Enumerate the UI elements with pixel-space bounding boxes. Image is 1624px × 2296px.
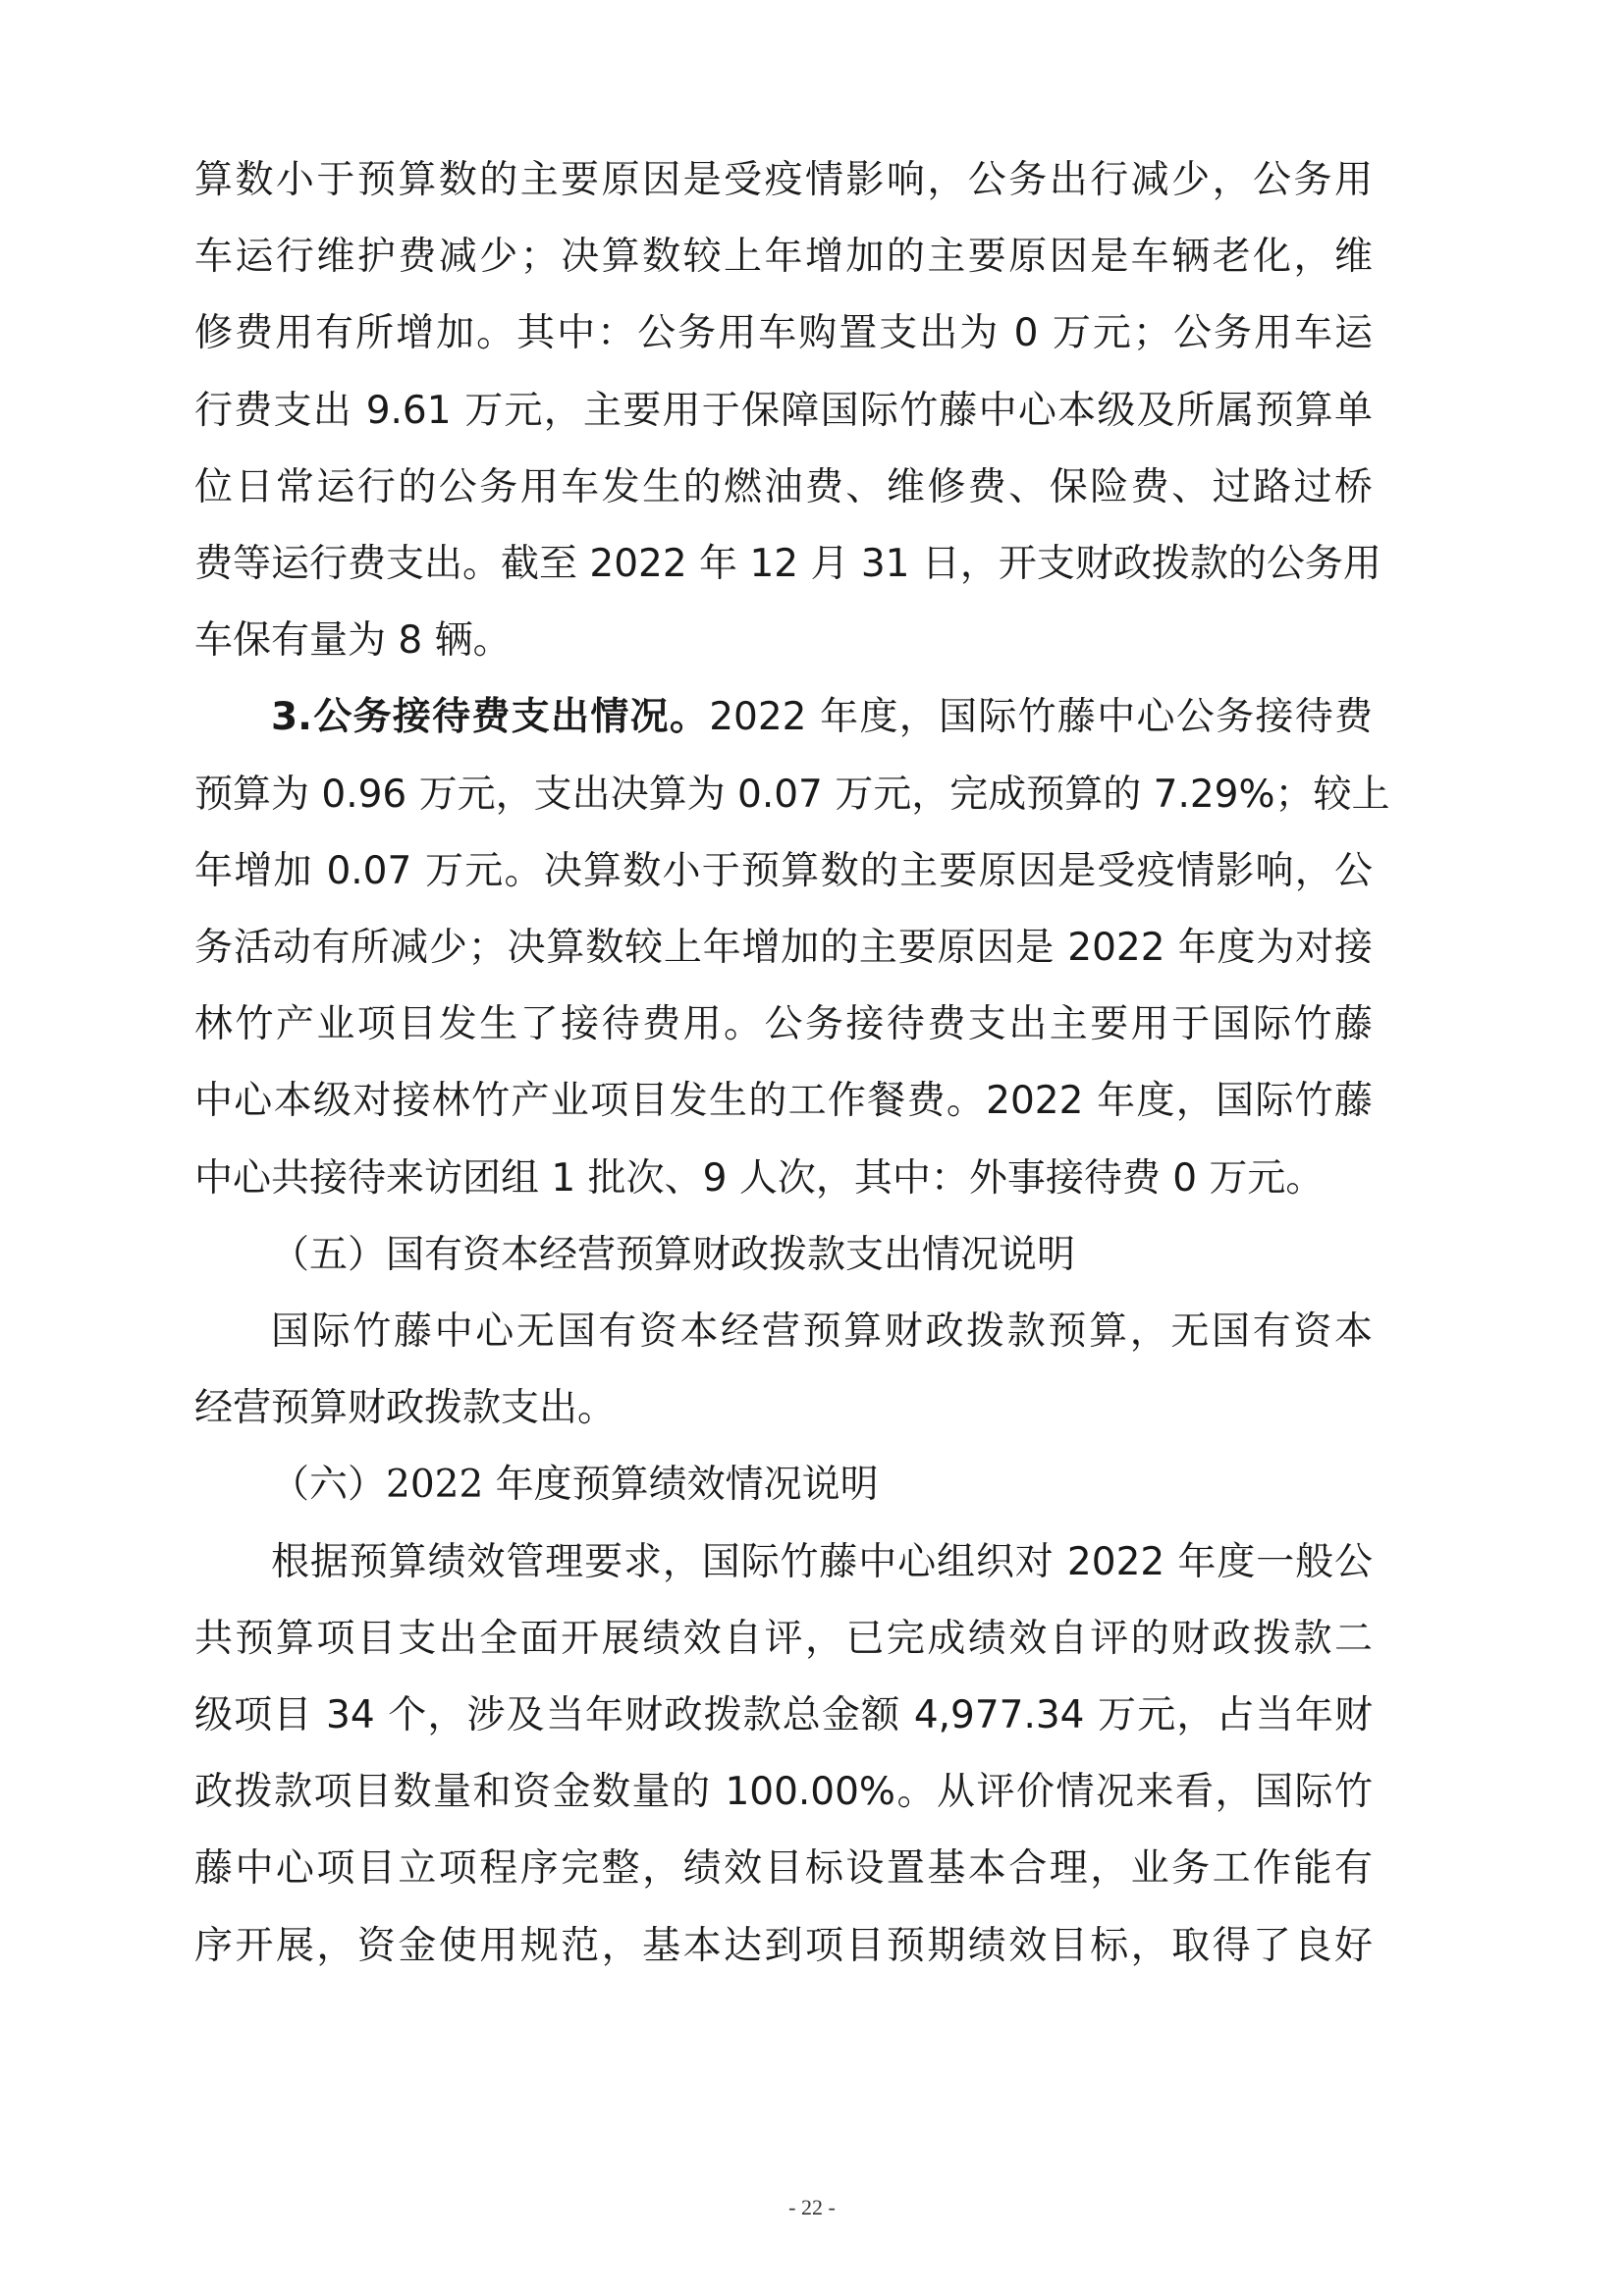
- text-line: [271, 1307, 1373, 1358]
- line-text: 根据预算绩效管理要求，国际竹藤中心组织对 2022 年度一般公: [271, 1539, 1373, 1584]
- text-line: [194, 846, 1373, 897]
- text-line: [194, 155, 1373, 206]
- text-line: [194, 539, 1381, 590]
- line-text: 年增加 0.07 万元。决算数小于预算数的主要原因是受疫情影响，公: [194, 848, 1373, 893]
- line-text: （五）国有资本经营预算财政拨款支出情况说明: [271, 1232, 1076, 1277]
- text-line: [194, 462, 1373, 513]
- line-text: 序开展，资金使用规范，基本达到项目预期绩效目标，取得了良好: [194, 1923, 1373, 1968]
- line-text: 车保有量为 8 辆。: [194, 618, 512, 664]
- line-text: 中心共接待来访团组 1 批次、9 人次，其中：外事接待费 0 万元。: [194, 1155, 1325, 1201]
- line-text: 林竹产业项目发生了接待费用。公务接待费支出主要用于国际竹藤: [194, 1002, 1373, 1047]
- line-text: 2022 年度，国际竹藤中心公务接待费: [709, 695, 1374, 740]
- text-line: [271, 1537, 1373, 1588]
- line-text: 国际竹藤中心无国有资本经营预算财政拨款预算，无国有资本: [271, 1309, 1373, 1354]
- line-text: 费等运行费支出。截至 2022 年 12 月 31 日，开支财政拨款的公务用: [194, 542, 1381, 586]
- text-line: [194, 1843, 1373, 1895]
- text-line: [194, 1076, 1373, 1127]
- text-line: [194, 770, 1390, 821]
- text-line: [194, 1767, 1373, 1818]
- line-text: 共预算项目支出全面开展绩效自评，已完成绩效自评的财政拨款二: [194, 1616, 1373, 1661]
- bold-heading-run: 3.公务接待费支出情况。: [271, 695, 710, 740]
- line-text: 务活动有所减少；决算数较上年增加的主要原因是 2022 年度为对接: [194, 926, 1373, 970]
- line-text: 藤中心项目立项程序完整，绩效目标设置基本合理，业务工作能有: [194, 1846, 1373, 1892]
- line-text: 位日常运行的公务用车发生的燃油费、维修费、保险费、过路过桥: [194, 464, 1373, 509]
- line-text: 级项目 34 个，涉及当年财政拨款总金额 4,977.34 万元，占当年财: [194, 1693, 1373, 1737]
- line-text: 修费用有所增加。其中：公务用车购置支出为 0 万元；公务用车运: [194, 311, 1373, 356]
- text-line: [194, 923, 1373, 974]
- text-line: [194, 232, 1373, 283]
- text-line: [194, 1383, 1373, 1434]
- section-heading: [271, 1460, 1373, 1511]
- line-text: 中心本级对接林竹产业项目发生的工作餐费。2022 年度，国际竹藤: [194, 1079, 1373, 1124]
- text-line: [271, 692, 1373, 743]
- text-line: [194, 1690, 1373, 1741]
- text-line: [194, 386, 1373, 437]
- line-text: （六）2022 年度预算绩效情况说明: [271, 1463, 879, 1508]
- text-line: [194, 615, 1373, 667]
- line-text: 经营预算财政拨款支出。: [194, 1386, 617, 1431]
- text-line: [194, 1614, 1373, 1665]
- text-line: [194, 1921, 1373, 1972]
- text-line: [194, 999, 1373, 1050]
- line-text: 政拨款项目数量和资金数量的 100.00%。从评价情况来看，国际竹: [194, 1770, 1373, 1815]
- line-text: 行费支出 9.61 万元，主要用于保障国际竹藤中心本级及所属预算单: [194, 388, 1373, 433]
- line-text: 预算为 0.96 万元，支出决算为 0.07 万元，完成预算的 7.29%；较上: [194, 772, 1390, 817]
- text-line: [194, 308, 1373, 359]
- text-line: [194, 1153, 1373, 1204]
- line-text: 车运行维护费减少；决算数较上年增加的主要原因是车辆老化，维: [194, 235, 1373, 280]
- line-text: 算数小于预算数的主要原因是受疫情影响，公务出行减少，公务用: [194, 158, 1373, 202]
- page-number: - 22 -: [788, 2195, 836, 2219]
- section-heading: [271, 1230, 1373, 1281]
